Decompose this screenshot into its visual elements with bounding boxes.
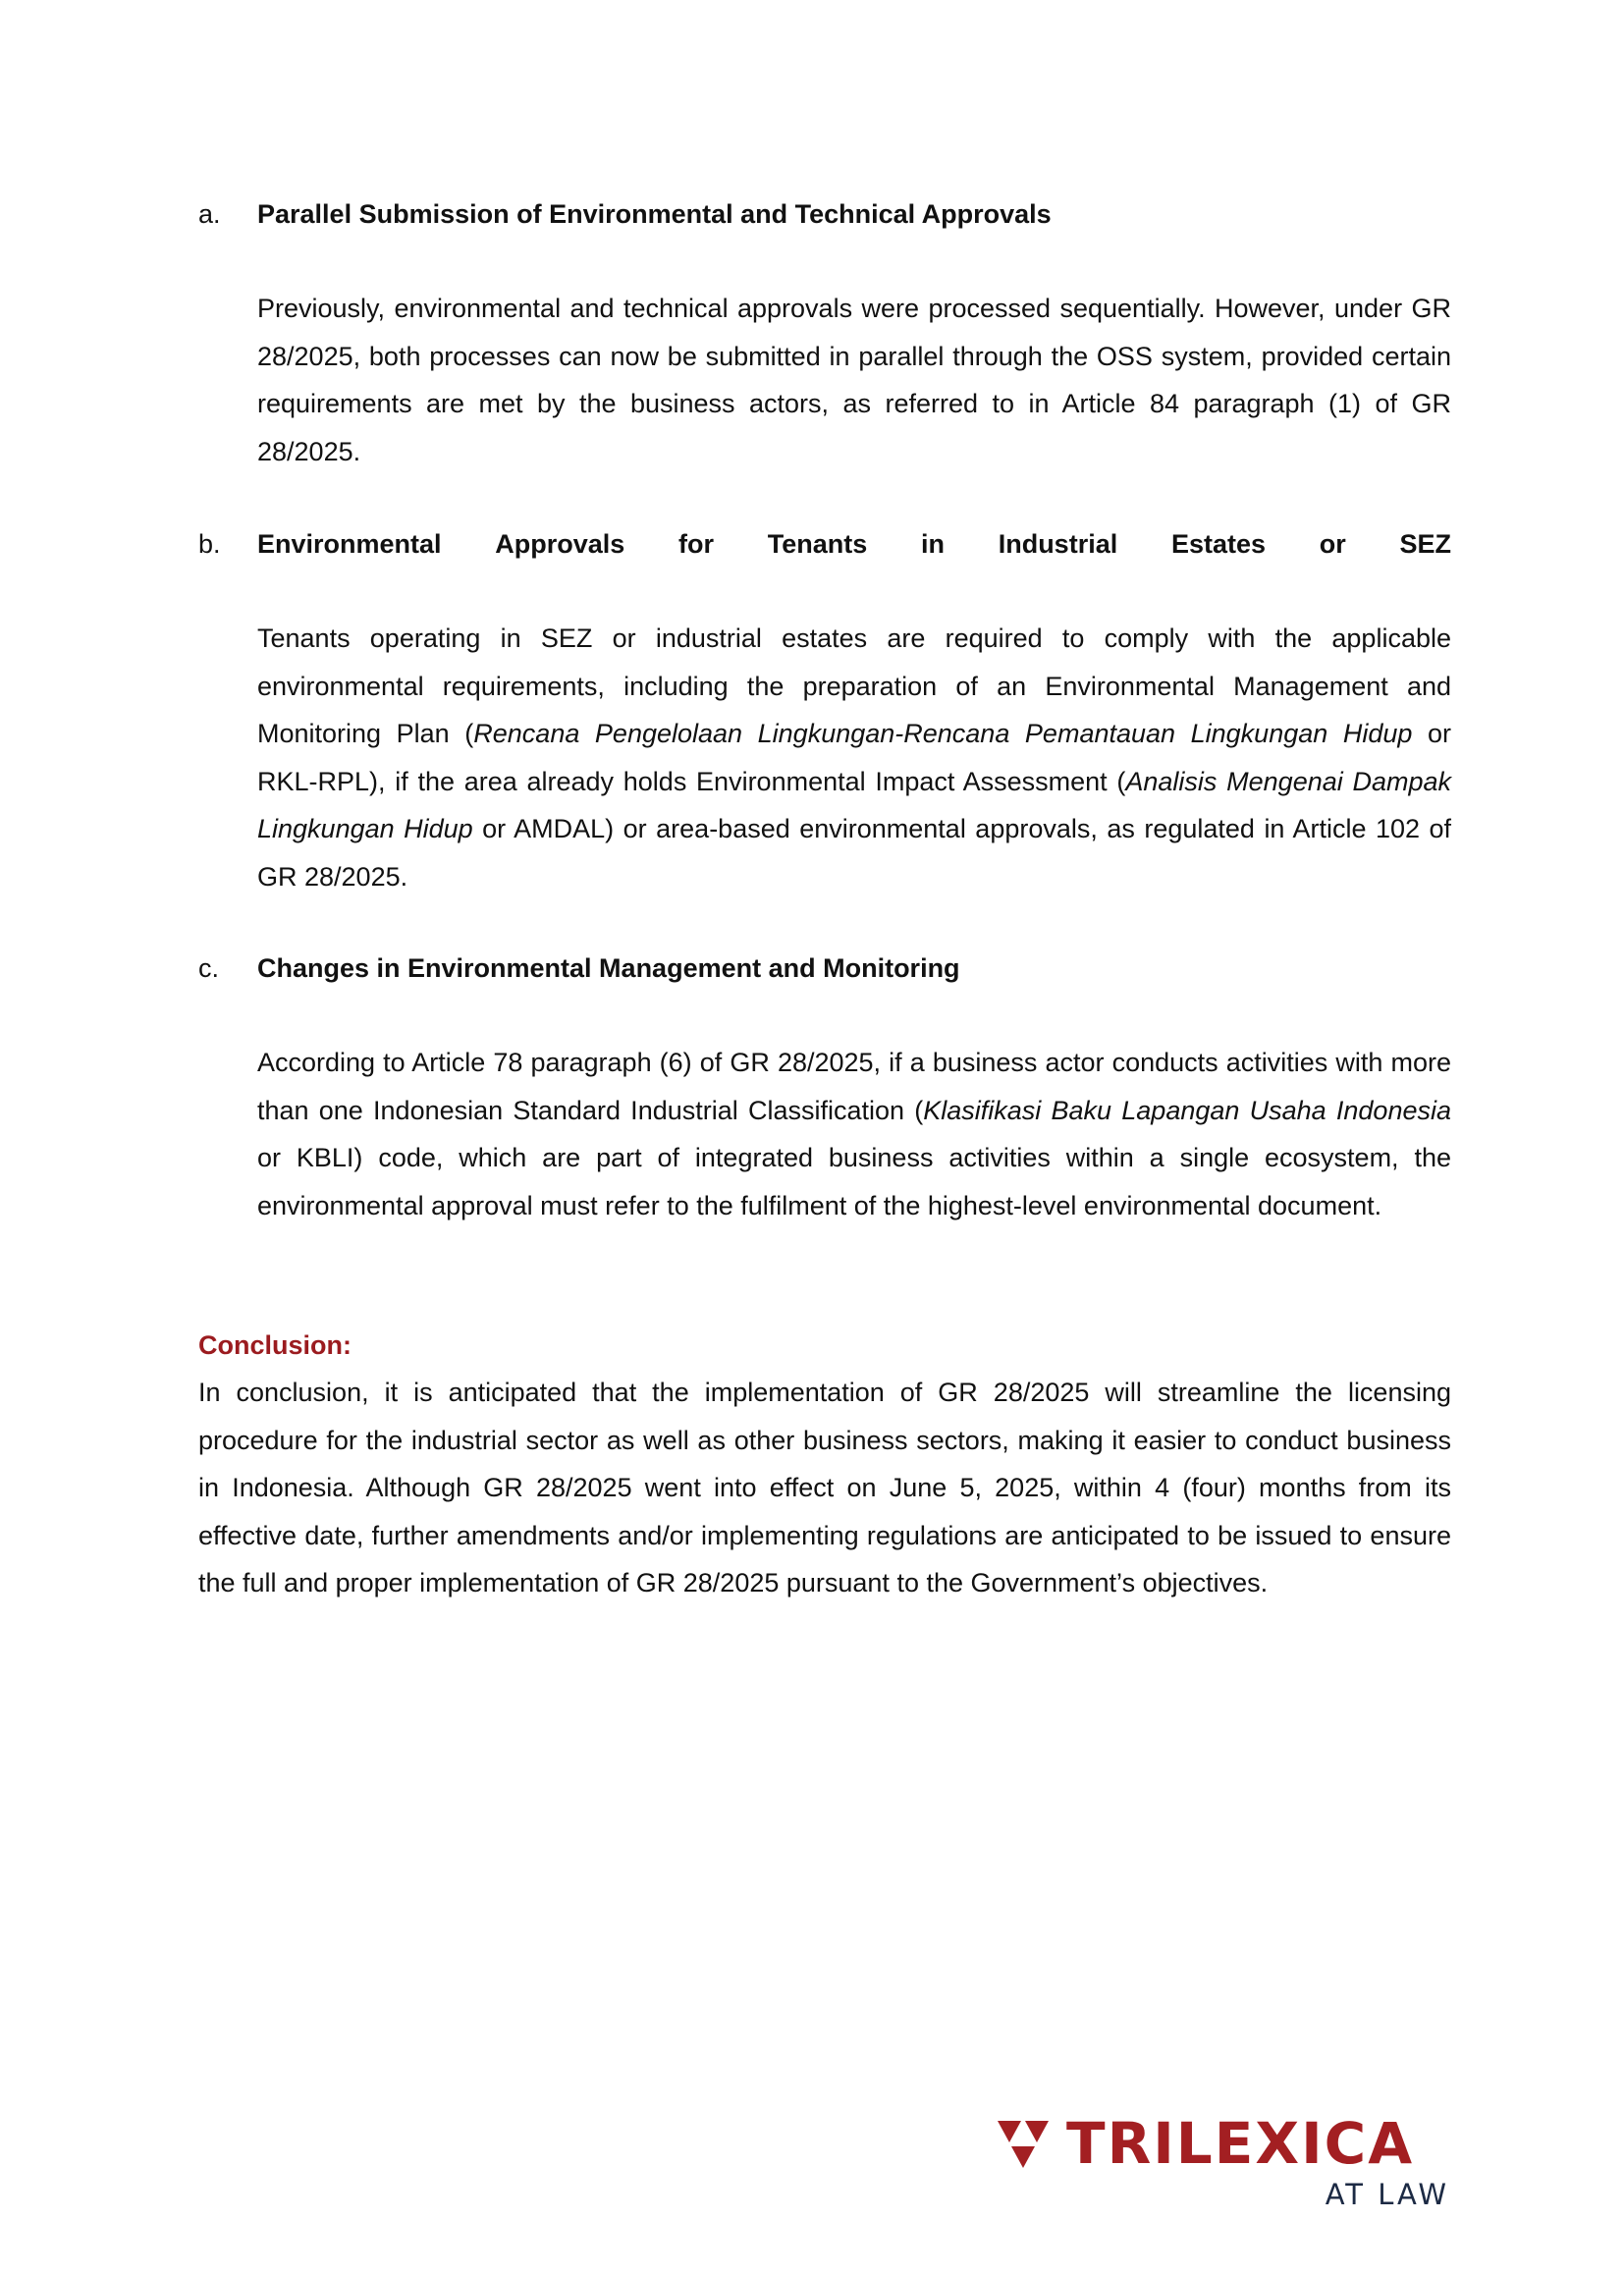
body-text: or KBLI) code, which are part of integrated business activities within a single ecosystem, the environmental approval must refer to the fulfilment of the highest-level environmental document. (257, 1143, 1451, 1220)
logo-name: TRILEXICA (1066, 2110, 1415, 2177)
section-body (257, 615, 1451, 900)
section-letter: b. (198, 529, 221, 559)
title-word: SEZ (1399, 529, 1451, 559)
body-text: or RKL-RPL), if the area already holds Environmental Impact Assessment ( (257, 719, 1451, 796)
section-body (257, 1039, 1451, 1229)
conclusion-body: In conclusion, it is anticipated that the implementation of GR 28/2025 will streamline the licensing procedure for the industrial sector as well as other business sectors, making it easier to conduct business in Indonesia. Although GR 28/2025 went into effect on June 5, 2025, within 4 (four) months from its effective date, further amendments and/or implementing regulations are anticipated to be issued to ensure the full and proper implementation of GR 28/2025 pursuant to the Government’s objectives. (198, 1378, 1451, 1597)
section-letter: a. (198, 199, 221, 229)
title-word: Approvals (495, 529, 625, 559)
title-word: in (920, 529, 945, 559)
trilexica-logo (998, 2110, 1449, 2211)
logo-tagline: AT LAW (1325, 2178, 1449, 2211)
trilexica-triangle-mark-icon (998, 2121, 1053, 2168)
body-text: According to Article 78 paragraph (6) of GR 28/2025, if a business actor conducts activities with more than one Indonesian Standard Industrial Classification ( (257, 1048, 1451, 1125)
title-word: Environmental (257, 529, 442, 559)
title-word: Estates (1170, 529, 1266, 559)
body-text: Previously, environmental and technical approvals were processed sequentially. However, under GR 28/2025, both processes can now be submitted in parallel through the OSS system, provided certain requirements are met by the business actors, as referred to in Article 84 paragraph (1) of GR 28/2025. (257, 294, 1451, 466)
body-text: Tenants operating in SEZ or industrial estates are required to comply with the applicable environmental requirements, including the preparation of an Environmental Management and Monitoring Plan ( (257, 623, 1451, 748)
italic-term: Rencana Pengelolaan Lingkungan-Rencana Pemantauan Lingkungan Hidup (473, 719, 1413, 748)
conclusion-heading: Conclusion: (198, 1330, 352, 1360)
section-title: Changes in Environmental Management and Monitoring (257, 953, 960, 983)
body-text: or AMDAL) or area-based environmental approvals, as regulated in Article 102 of GR 28/2025. (257, 814, 1451, 892)
italic-term: Analisis Mengenai Dampak Lingkungan Hidup (257, 766, 1451, 843)
title-word: Industrial (998, 529, 1118, 559)
title-word: or (1319, 529, 1346, 559)
section-title: Parallel Submission of Environmental and Technical Approvals (257, 199, 1052, 229)
section-letter: c. (198, 953, 220, 983)
section-title (257, 520, 1451, 568)
title-word: Tenants (767, 529, 868, 559)
title-word: for (678, 529, 715, 559)
section-body (257, 285, 1451, 475)
conclusion-section (198, 1322, 1451, 1607)
italic-term: Klasifikasi Baku Lapangan Usaha Indonesia (923, 1095, 1451, 1125)
